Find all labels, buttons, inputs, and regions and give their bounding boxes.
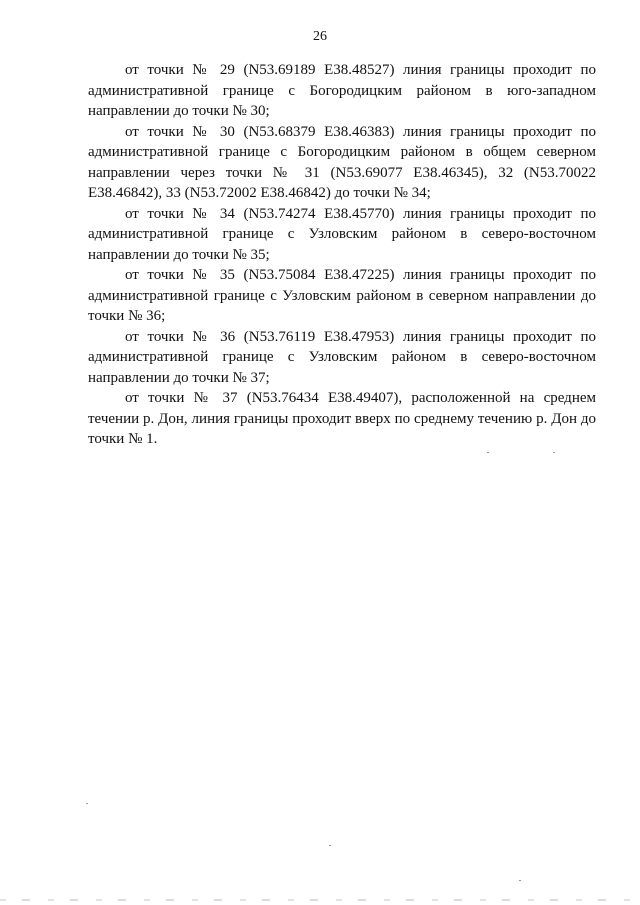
boundary-paragraph-point-34: от точки № 34 (N53.74274 E38.45770) линия границы проходит по административной границе с Узловским районом в северо-восточном направлении до точки № 35;: [88, 205, 596, 263]
boundary-description: [88, 60, 596, 450]
scan-speck: [487, 452, 489, 453]
boundary-paragraph-point-37: от точки № 37 (N53.76434 E38.49407), расположенной на среднем течении р. Дон, линия границы проходит вверх по среднему течению р. Дон до точки № 1.: [88, 390, 596, 447]
boundary-paragraph-point-36: от точки № 36 (N53.76119 E38.47953) линия границы проходит по административной границе с Узловским районом в северо-восточном направлении до точки № 37;: [88, 328, 596, 386]
page-number: 26: [313, 29, 327, 44]
boundary-paragraph-point-29: от точки № 29 (N53.69189 E38.48527) линия границы проходит по административной границе с Богородицким районом в юго-западном направлении до точки № 30;: [88, 62, 596, 119]
scan-speck: [329, 845, 331, 846]
scan-speck: [519, 880, 521, 881]
scan-edge-artifact: [0, 899, 640, 901]
boundary-paragraph-point-30: от точки № 30 (N53.68379 E38.46383) линия границы проходит по административной границе с Богородицким районом в общем северном направлении через точки № 31 (N53.69077 E38.46345), 32 (N53.70022 E38.46842), 33 (N53.72002 E38.46842) до точки № 34;: [88, 123, 596, 201]
boundary-paragraph-point-35: от точки № 35 (N53.75084 E38.47225) линия границы проходит по административной границе с Узловским районом в северном направлении до точки № 36;: [88, 267, 596, 324]
scan-speck: [553, 452, 555, 453]
scan-speck: [86, 803, 88, 804]
